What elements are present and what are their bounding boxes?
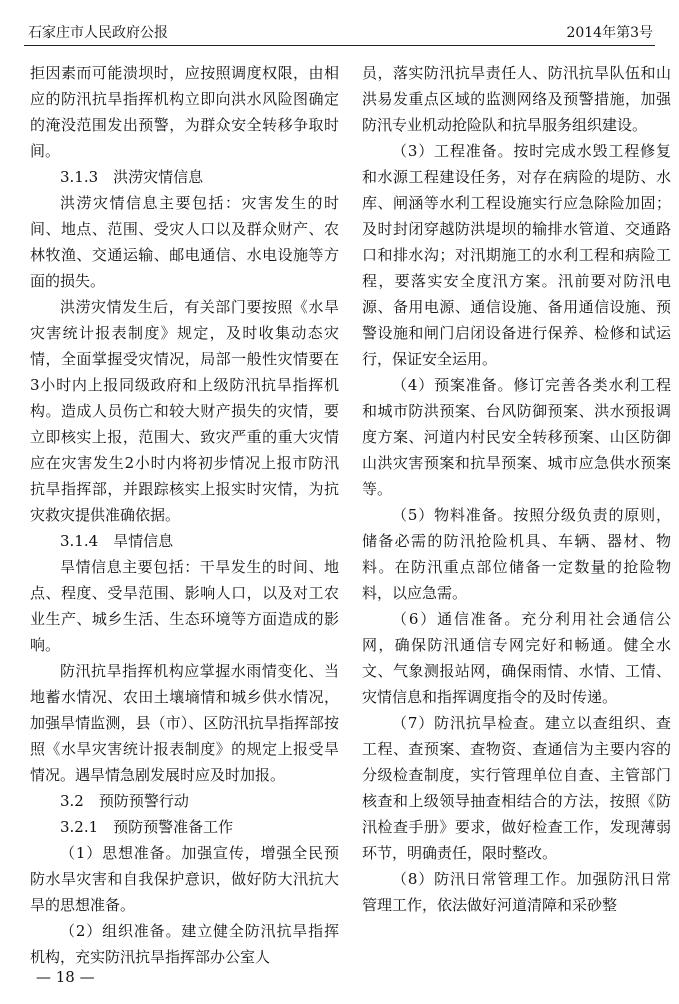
- page-header: [28, 18, 653, 42]
- publication-title: 石家庄市人民政府公报: [28, 25, 168, 41]
- paragraph: 3.2.1 预防预警准备工作: [60, 818, 234, 836]
- paragraph: 3.1.3 洪涝灾情信息: [60, 168, 204, 186]
- issue-number: 2014年第3号: [566, 25, 653, 41]
- paragraph: 旱情信息主要包括：干旱发生的时间、地点、程度、受旱范围、影响人口，以及对工农业生产、城乡生活、生态环境等方面造成的影响。: [30, 558, 339, 654]
- paragraph: （5）物料准备。按照分级负责的原则，储备必需的防汛抢险机具、车辆、器材、物料。在防汛重点部位储备一定数量的抢险物料，以应急需。: [362, 506, 671, 602]
- paragraph: 洪涝灾情信息主要包括：灾害发生的时间、地点、范围、受灾人口以及群众财产、农林牧渔、交通运输、邮电通信、水电设施等方面的损失。: [30, 194, 339, 290]
- paragraph: 员，落实防汛抗旱责任人、防汛抗旱队伍和山洪易发重点区域的监测网络及预警措施，加强防汛专业机动抢险队和抗旱服务组织建设。: [362, 64, 671, 134]
- left-column: [30, 60, 339, 970]
- header-rule: [24, 45, 655, 46]
- paragraph: 防汛抗旱指挥机构应掌握水雨情变化、当地蓄水情况、农田土壤墒情和城乡供水情况，加强旱情监测，县（市）、区防汛抗旱指挥部按照《水旱灾害统计报表制度》的规定上报受旱情况。遇旱情急剧发展时应及时加报。: [30, 662, 339, 784]
- paragraph: 洪涝灾情发生后，有关部门要按照《水旱灾害统计报表制度》规定，及时收集动态灾情，全面掌握受灾情况，局部一般性灾情要在3小时内上报同级政府和上级防汛抗旱指挥机构。造成人员伤亡和较大财产损失的灾情，要立即核实上报，范围大、致灾严重的重大灾情应在灾害发生2小时内将初步情况上报市防汛抗旱指挥部，并跟踪核实上报实时灾情，为抗灾救灾提供准确依据。: [30, 298, 339, 524]
- page-number: — 18 —: [36, 968, 95, 986]
- paragraph: （2）组织准备。建立健全防汛抗旱指挥机构，充实防汛抗旱指挥部办公室人: [30, 922, 339, 966]
- paragraph: （7）防汛抗旱检查。建立以查组织、查工程、查预案、查物资、查通信为主要内容的分级检查制度，实行管理单位自查、主管部门核查和上级领导抽查相结合的方法，按照《防汛检查手册》要求，做好检查工作，发现薄弱环节，明确责任，限时整改。: [362, 714, 671, 862]
- paragraph: （6）通信准备。充分利用社会通信公网，确保防汛通信专网完好和畅通。健全水文、气象测报站网，确保雨情、水情、工情、灾情信息和指挥调度指令的及时传递。: [362, 610, 671, 706]
- paragraph: （8）防汛日常管理工作。加强防汛日常管理工作，依法做好河道清障和采砂整: [362, 870, 671, 914]
- paragraph: （3）工程准备。按时完成水毁工程修复和水源工程建设任务，对存在病险的堤防、水库、闸涵等水利工程设施实行应急除险加固；及时封闭穿越防洪堤坝的输排水管道、交通路口和排水沟；对汛期施工的水利工程和病险工程，要落实安全度汛方案。汛前要对防汛电源、备用电源、通信设施、备用通信设施、预警设施和闸门启闭设备进行保养、检修和试运行，保证安全运用。: [362, 142, 671, 368]
- paragraph: 3.2 预防预警行动: [60, 792, 189, 810]
- paragraph: （1）思想准备。加强宣传，增强全民预防水旱灾害和自我保护意识，做好防大汛抗大旱的思想准备。: [30, 844, 339, 914]
- paragraph: （4）预案准备。修订完善各类水利工程和城市防洪预案、台风防御预案、洪水预报调度方案、河道内村民安全转移预案、山区防御山洪灾害预案和抗旱预案、城市应急供水预案等。: [362, 376, 671, 498]
- paragraph: 3.1.4 旱情信息: [60, 532, 174, 550]
- paragraph: 拒因素而可能溃坝时，应按照调度权限，由相应的防汛抗旱指挥机构立即向洪水风险图确定的淹没范围发出预警，为群众安全转移争取时间。: [30, 64, 339, 160]
- right-column: [362, 60, 671, 918]
